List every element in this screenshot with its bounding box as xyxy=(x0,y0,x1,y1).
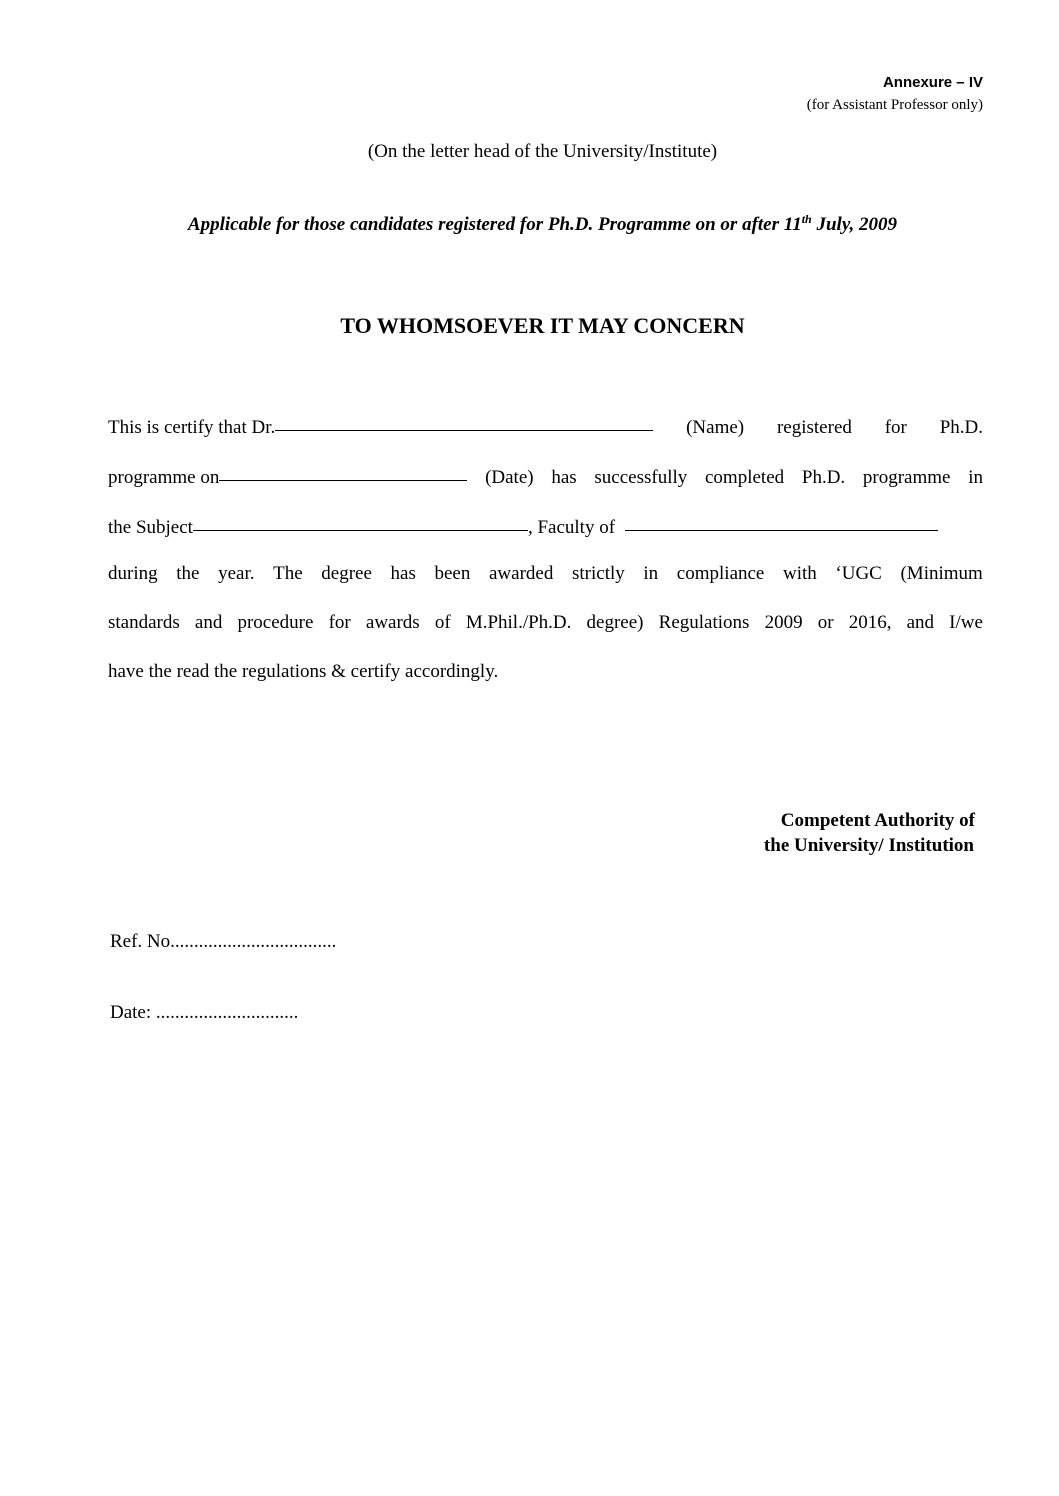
word: completed xyxy=(705,467,785,488)
word: has xyxy=(551,467,577,488)
body-line-1-lead xyxy=(108,410,653,443)
word: programme xyxy=(862,467,951,488)
body-line-4 xyxy=(108,559,983,589)
subject-text: the Subject xyxy=(108,517,193,538)
word: year. xyxy=(218,563,255,584)
word: awards xyxy=(365,612,420,633)
faculty-blank xyxy=(625,508,938,531)
word: ‘UGC xyxy=(835,563,882,584)
body-line-5 xyxy=(108,608,983,638)
word: Ph.D. xyxy=(801,467,846,488)
body-line-6: have the read the regulations & certify accordingly. xyxy=(108,661,499,682)
word: the xyxy=(176,563,200,584)
applicability-statement xyxy=(0,212,1059,238)
word: compliance xyxy=(676,563,765,584)
word: 2016, xyxy=(848,612,892,633)
word: and xyxy=(906,612,935,633)
date-line: Date: .............................. xyxy=(110,1002,299,1023)
word: standards xyxy=(108,612,180,633)
ref-number: Ref. No................................... xyxy=(110,931,337,952)
word: in xyxy=(968,467,983,488)
word: registered xyxy=(776,417,852,438)
word: and xyxy=(194,612,223,633)
applicability-prefix: Applicable for those candidates registered for Ph.D. Programme on or after 11 xyxy=(187,214,802,235)
word: been xyxy=(434,563,471,584)
document-title: TO WHOMSOEVER IT MAY CONCERN xyxy=(340,313,745,338)
annexure-note: (for Assistant Professor only) xyxy=(806,97,983,113)
signature-authority: Competent Authority of xyxy=(780,810,975,831)
letterhead-note: (On the letter head of the University/Institute) xyxy=(367,141,718,162)
name-label: (Name) xyxy=(686,417,745,438)
word: for xyxy=(884,417,907,438)
word: Regulations xyxy=(658,612,750,633)
word: M.Phil./Ph.D. xyxy=(465,612,572,633)
word: 2009 xyxy=(764,612,803,633)
word: or xyxy=(817,612,834,633)
signature-institution: the University/ Institution xyxy=(763,835,974,856)
word: I/we xyxy=(949,612,983,633)
word: degree xyxy=(321,563,372,584)
faculty-text: , Faculty of xyxy=(527,517,616,538)
word: with xyxy=(783,563,817,584)
word: has xyxy=(390,563,416,584)
name-blank xyxy=(275,408,653,431)
word: for xyxy=(328,612,351,633)
annexure-label: Annexure – IV xyxy=(882,74,983,91)
body-line-1 xyxy=(108,410,983,440)
word: The xyxy=(273,563,303,584)
word: of xyxy=(434,612,451,633)
word: (Minimum xyxy=(900,563,983,584)
word: degree) xyxy=(586,612,644,633)
applicability-superscript: th xyxy=(801,212,812,226)
certify-text: This is certify that Dr. xyxy=(108,417,276,438)
body-line-2 xyxy=(108,460,983,490)
body-line-3 xyxy=(108,510,983,540)
applicability-suffix: July, 2009 xyxy=(811,214,898,235)
date-label: (Date) xyxy=(485,467,534,488)
programme-on-text: programme on xyxy=(108,467,220,488)
date-blank xyxy=(219,458,467,481)
word: procedure xyxy=(237,612,314,633)
word: Ph.D. xyxy=(939,417,983,438)
word: strictly xyxy=(571,563,625,584)
word: successfully xyxy=(594,467,688,488)
word: awarded xyxy=(489,563,554,584)
word: in xyxy=(643,563,659,584)
subject-blank xyxy=(193,508,528,531)
word: during xyxy=(108,563,158,584)
body-line-2-lead xyxy=(108,460,467,493)
